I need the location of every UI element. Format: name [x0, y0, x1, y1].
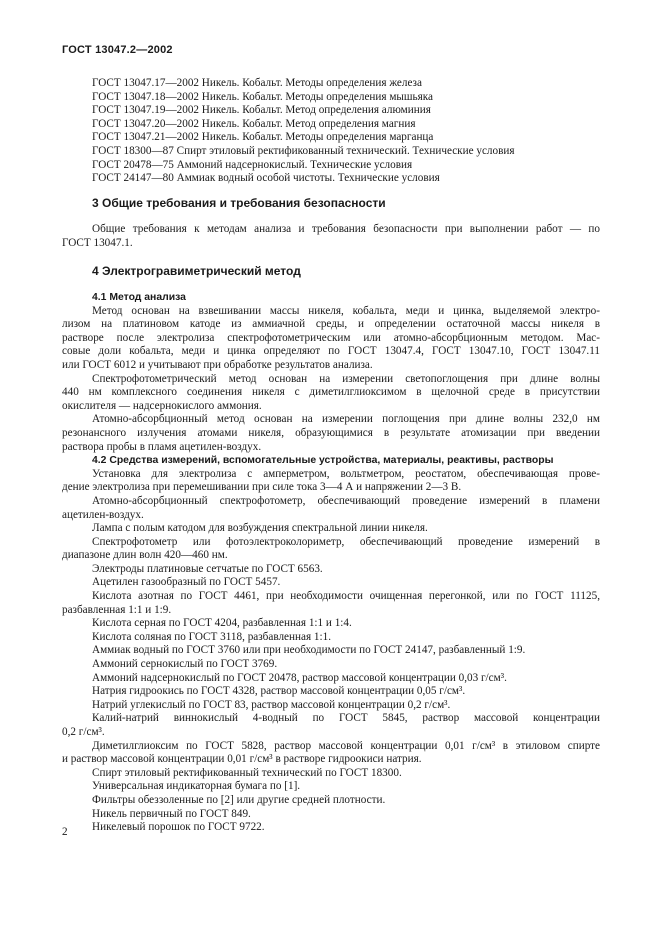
text-line: лизом на платиновом катоде из аммиачной среды, и определении остаточной массы никеля в: [62, 318, 600, 331]
paragraph-atomic-absorption: [62, 413, 600, 454]
text-line: Аммиак водный по ГОСТ 3760 или при необходимости по ГОСТ 24147, разбавленный 1:9.: [92, 644, 526, 657]
page-number: 2: [62, 826, 68, 838]
text-line: Кислота соляная по ГОСТ 3118, разбавленная 1:1.: [92, 630, 331, 643]
material-item: [62, 590, 600, 617]
page-header: ГОСТ 13047.2—2002: [62, 44, 173, 56]
reference-item: ГОСТ 20478—75 Аммоний надсернокислый. Технические условия: [92, 158, 413, 171]
text-line: Натрий углекислый по ГОСТ 83, раствор массовой концентрации 0,2 г/см³.: [92, 698, 451, 711]
material-item: [62, 767, 600, 781]
section-3-heading: 3 Общие требования и требования безопасности: [92, 196, 386, 210]
text-line: Ацетилен газообразный по ГОСТ 5457.: [92, 576, 281, 589]
reference-item: ГОСТ 13047.18—2002 Никель. Кобальт. Методы определения мышьяка: [92, 90, 434, 103]
text-line: Метод основан на взвешивании массы никеля, кобальта, меди и цинка, выделяемой электро-: [92, 304, 600, 317]
reference-item: ГОСТ 13047.19—2002 Никель. Кобальт. Метод определения алюминия: [92, 104, 431, 117]
section-3-text: [62, 223, 600, 250]
subsection-4-2-heading: 4.2 Средства измерений, вспомогательные устройства, материалы, реактивы, растворы: [92, 455, 554, 467]
text-line: Кислота азотная по ГОСТ 4461, при необходимости очищенная перегонкой, или по ГОСТ 11125,: [92, 590, 600, 603]
material-item: [62, 563, 600, 577]
reference-item: ГОСТ 13047.17—2002 Никель. Кобальт. Методы определения железа: [92, 77, 422, 89]
text-line: Универсальная индикаторная бумага по [1].: [92, 780, 301, 793]
text-line: Атомно-абсорбционный спектрофотометр, обеспечивающий проведение измерений в пламени: [92, 494, 600, 507]
text-line: 0,2 г/см³.: [62, 726, 105, 738]
material-item: [62, 808, 600, 822]
material-item: [62, 658, 600, 672]
reference-item: ГОСТ 24147—80 Аммиак водный особой чистоты. Технические условия: [92, 172, 440, 185]
paragraph-spectrophotometric: [62, 373, 600, 414]
text-line: Спирт этиловый ректификованный технический по ГОСТ 18300.: [92, 766, 402, 779]
material-item: [62, 672, 600, 686]
material-item: [62, 536, 600, 563]
text-line: 440 нм комплексного соединения никеля с диметилглиоксимом в щелочной среде в присутствии: [62, 386, 600, 399]
text-line: Диметилглиоксим по ГОСТ 5828, раствор массовой концентрации 0,01 г/см³ в этиловом спирте: [92, 739, 600, 752]
text-line: Кислота серная по ГОСТ 4204, разбавленная 1:1 и 1:4.: [92, 617, 352, 630]
text-line: растворе после электролиза спектрофотометрическим или атомно-абсорбционным методом. Мас-: [62, 331, 600, 344]
text-line: диапазоне длин волн 420—460 нм.: [62, 549, 228, 562]
material-item: [62, 740, 600, 767]
text-line: или ГОСТ 6012 и учитывают при обработке результатов анализа.: [62, 358, 373, 371]
text-line: Установка для электролиза с амперметром, вольтметром, реостатом, обеспечивающая прове-: [92, 467, 600, 480]
text-line: Аммоний надсернокислый по ГОСТ 20478, раствор массовой концентрации 0,03 г/см³.: [92, 671, 507, 684]
section-4-body: [62, 291, 600, 835]
material-item: [62, 699, 600, 713]
text-line: Фильтры обеззоленные по [2] или другие средней плотности.: [92, 793, 386, 806]
material-item: [62, 468, 600, 495]
subsection-4-1-heading: 4.1 Метод анализа: [92, 292, 186, 303]
material-item: [62, 631, 600, 645]
material-item: [62, 685, 600, 699]
material-item: [62, 617, 600, 631]
material-item: [62, 522, 600, 536]
text-line: совые доли кобальта, меди и цинка определяют по ГОСТ 13047.4, ГОСТ 13047.10, ГОСТ 13047.11: [62, 345, 600, 358]
text-line: Никелевый порошок по ГОСТ 9722.: [92, 821, 265, 834]
text-line: Никель первичный по ГОСТ 849.: [92, 807, 251, 820]
text-line: дение электролиза при перемешивании при силе тока 3—4 А и напряжении 2—3 В.: [62, 481, 462, 494]
text-line: Лампа с полым катодом для возбуждения спектральной линии никеля.: [92, 522, 428, 535]
text-line: Атомно-абсорбционный метод основан на измерении поглощения при длине волны 232,0 нм: [92, 413, 600, 426]
text-line: Аммоний сернокислый по ГОСТ 3769.: [92, 658, 278, 671]
text-line: резонансного излучения атомами никеля, образующимися в результате атомизации при введении: [62, 426, 600, 439]
text-line: и раствор массовой концентрации 0,01 г/см³ в растворе гидроокиси натрия.: [62, 753, 422, 766]
reference-item: ГОСТ 13047.20—2002 Никель. Кобальт. Метод определения магния: [92, 117, 416, 130]
text-line: Натрия гидроокись по ГОСТ 4328, раствор массовой концентрации 0,05 г/см³.: [92, 685, 466, 698]
material-item: [62, 780, 600, 794]
material-item: [62, 576, 600, 590]
material-item: [62, 794, 600, 808]
material-item: [62, 644, 600, 658]
text-line: Калий-натрий виннокислый 4-водный по ГОСТ 5845, раствор массовой концентрации: [92, 712, 600, 725]
material-item: [62, 712, 600, 739]
text-line: раствора пробы в пламя ацетилен-воздух.: [62, 440, 262, 453]
normative-references-list: [92, 77, 515, 186]
text-line: ацетилен-воздух.: [62, 508, 144, 521]
reference-item: ГОСТ 18300—87 Спирт этиловый ректификованный технический. Технические условия: [92, 144, 515, 157]
text-line: окислителя — надсернокислого аммония.: [62, 399, 262, 412]
text-line: Спектрофотометрический метод основан на измерении светопоглощения при длине волны: [92, 372, 600, 385]
materials-list: [62, 468, 600, 835]
text-line: ГОСТ 13047.1.: [62, 236, 133, 249]
text-line: разбавленная 1:1 и 1:9.: [62, 603, 172, 616]
text-line: Спектрофотометр или фотоэлектроколориметр, обеспечивающий проведение измерений в: [92, 535, 600, 548]
reference-item: ГОСТ 13047.21—2002 Никель. Кобальт. Методы определения марганца: [92, 131, 434, 144]
material-item: [62, 821, 600, 835]
text-line: Общие требования к методам анализа и требования безопасности при выполнении работ — по: [92, 223, 600, 235]
section-4-heading: 4 Электрогравиметрический метод: [92, 264, 301, 278]
text-line: Электроды платиновые сетчатые по ГОСТ 6563.: [92, 562, 323, 575]
paragraph-method: [62, 305, 600, 373]
material-item: [62, 495, 600, 522]
